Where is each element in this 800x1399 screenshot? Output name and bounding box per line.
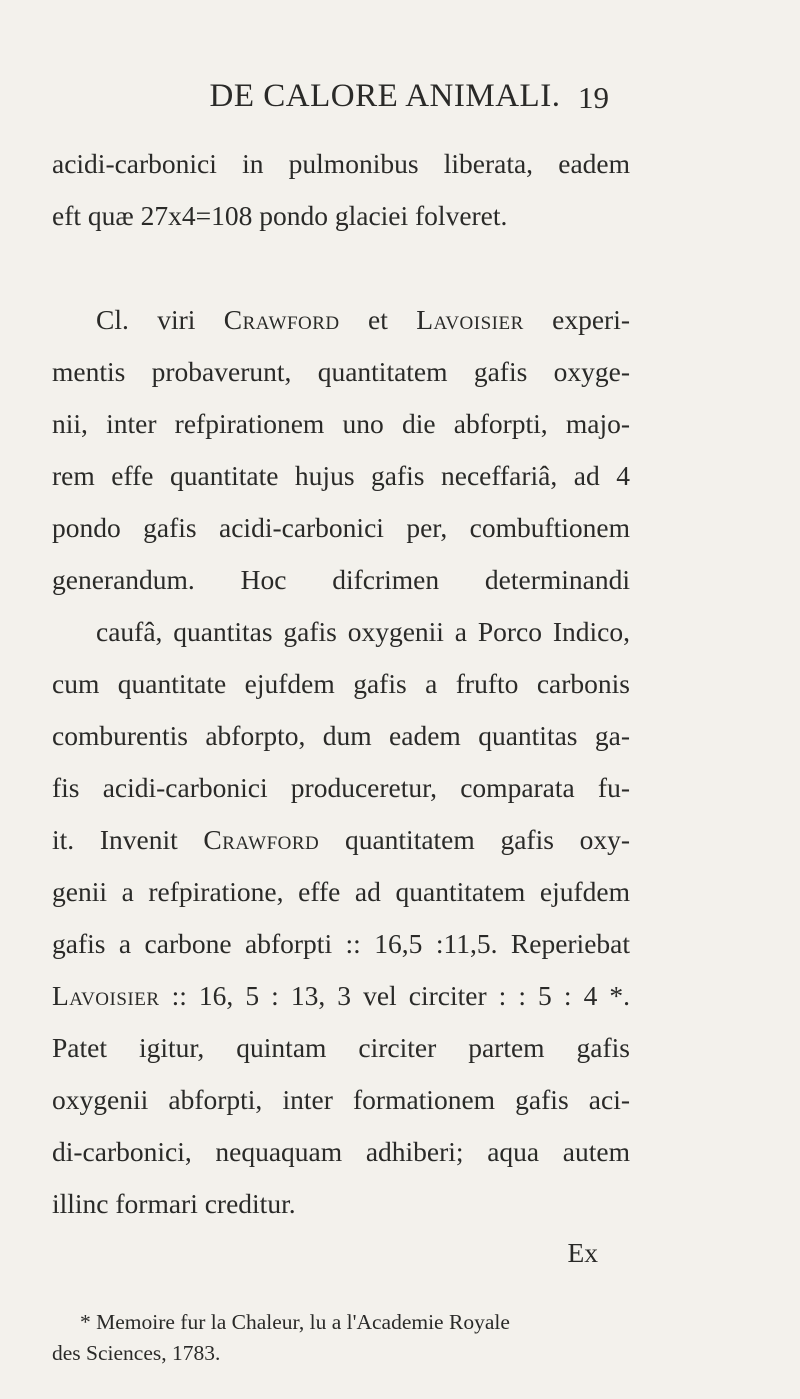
page-number: 19 <box>578 80 609 115</box>
author-name: Crawford <box>203 824 320 855</box>
text-fragment: et <box>368 304 388 335</box>
text-line: di-carbonici, nequaquam adhiberi; aqua autem <box>52 1136 630 1167</box>
text-line: genii a refpiratione, effe ad quantitatem ejufdem <box>52 876 630 907</box>
text-line: pondo gafis acidi-carbonici per, combuftionem <box>52 512 630 543</box>
text-fragment: quantitatem gafis oxy- <box>344 824 630 855</box>
text-line: generandum. Hoc difcrimen determinandi <box>52 564 630 595</box>
catchword: Ex <box>567 1237 598 1268</box>
text-line: illinc formari creditur. <box>52 1188 296 1219</box>
text-fragment: Cl. viri <box>96 304 196 335</box>
text-line: nii, inter refpirationem uno die abforpti, majo- <box>52 408 630 439</box>
text-line: mentis probaverunt, quantitatem gafis oxyge- <box>52 356 630 387</box>
body-text <box>52 138 630 1276</box>
footnote-line: * Memoire fur la Chaleur, lu a l'Academie Royale <box>80 1310 510 1334</box>
text-fragment: it. Invenit <box>52 824 178 855</box>
running-title: DE CALORE ANIMALI. <box>209 78 561 114</box>
text-line: Patet igitur, quintam circiter partem gafis <box>52 1032 630 1063</box>
text-line: cum quantitate ejufdem gafis a frufto carbonis <box>52 668 630 699</box>
text-line: eft quæ 27x4=108 pondo glaciei folveret. <box>52 200 508 231</box>
text-line: acidi-carbonici in pulmonibus liberata, eadem <box>52 148 630 179</box>
author-name: Lavoisier <box>416 304 524 335</box>
author-name: Crawford <box>223 304 340 335</box>
text-line <box>52 294 630 346</box>
author-name: Lavoisier <box>52 980 160 1011</box>
text-line: fis acidi-carbonici produceretur, comparata fu- <box>52 772 630 803</box>
text-line: comburentis abforpto, dum eadem quantitas ga- <box>52 720 630 751</box>
text-fragment: experi- <box>552 304 631 335</box>
text-line: rem effe quantitate hujus gafis neceffariâ, ad 4 <box>52 460 630 491</box>
text-line <box>52 970 630 1022</box>
text-line: caufâ, quantitas gafis oxygenii a Porco Indico, <box>96 616 630 647</box>
blank-line <box>52 242 630 294</box>
footnote <box>52 1307 634 1369</box>
text-fragment: :: 16, 5 : 13, 3 vel circiter : : 5 : 4 *. <box>171 980 631 1011</box>
footnote-line: des Sciences, 1783. <box>52 1341 221 1365</box>
text-line: oxygenii abforpti, inter formationem gafis aci- <box>52 1084 630 1115</box>
text-line: gafis a carbone abforpti :: 16,5 :11,5. Reperiebat <box>52 928 630 959</box>
text-line <box>52 814 630 866</box>
